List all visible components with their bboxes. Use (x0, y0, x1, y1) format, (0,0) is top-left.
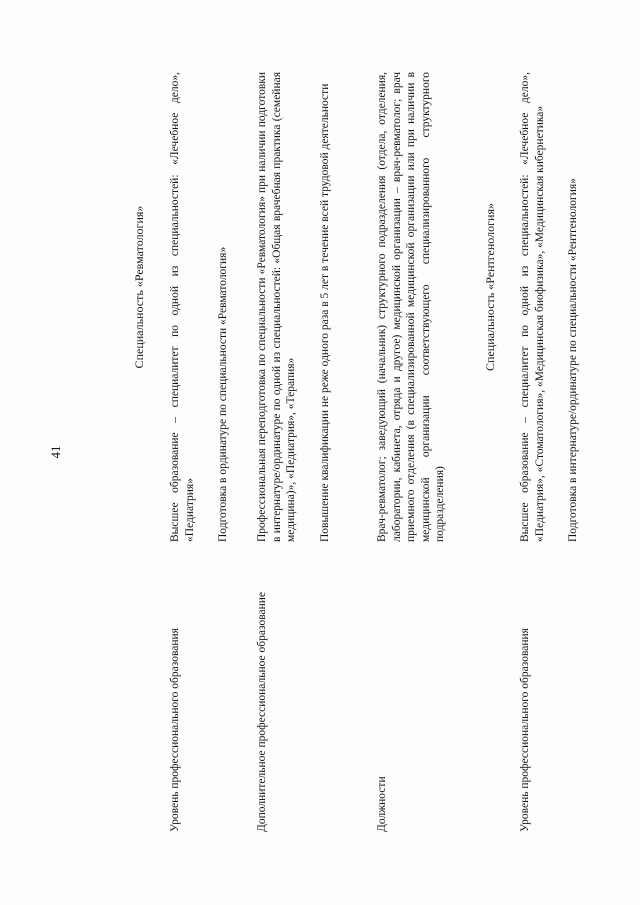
content-item: Высшее образование – специалитет по одной из специальностей: «Лечебное дело», «Педиатрия», «Стоматология», «Медицинская биофизика», «Медицинская кибернетика» (519, 72, 546, 542)
content-item: Повышение квалификации не реже одного раза в 5 лет в течение всей трудовой деятельности (318, 83, 331, 542)
row-content-education-level (168, 72, 231, 542)
row-content-additional-education (255, 72, 332, 542)
content-item: Профессиональная переподготовка по специальности «Ревматология» при наличии подготовки в интернатуре/ординатуре по одной из специальностей: «Общая врачебная практика (семейная медицина)», «Педиатрия», «Терапия» (256, 72, 297, 542)
row-label-positions: Должности (376, 776, 388, 832)
row-label-education-level: Уровень профессионального образования (519, 628, 531, 832)
row-content-positions (375, 72, 448, 542)
section-title-rheumatology: Специальность «Ревматология» (132, 205, 146, 369)
content-item: Подготовка в интернатуре/ординатуре по специальности «Рентгенология» (567, 178, 579, 542)
section-title-radiology: Специальность «Рентгенология» (483, 203, 497, 371)
content-item: Высшее образование – специалитет по одной из специальностей: «Лечебное дело», «Педиатрия» (169, 72, 196, 542)
row-label-additional-education: Дополнительное профессиональное образование (256, 592, 268, 832)
row-label-education-level: Уровень профессионального образования (169, 628, 181, 832)
rotated-document (40, 72, 600, 832)
content-item: Подготовка в ординатуре по специальности «Ревматология» (217, 246, 229, 542)
page-number: 41 (48, 445, 63, 459)
row-content-education-level (518, 72, 581, 542)
content-item: Врач-ревматолог; заведующий (начальник) структурного подразделения (отдела, отделения, лаборатории, кабинета, отряда и другое) медицинской организации – врач-ревматолог; врач приемного отделения (в специализированной медицинской организации или при наличии в медицинской организации соответствующего специализированного структурного подразделения) (376, 72, 446, 542)
